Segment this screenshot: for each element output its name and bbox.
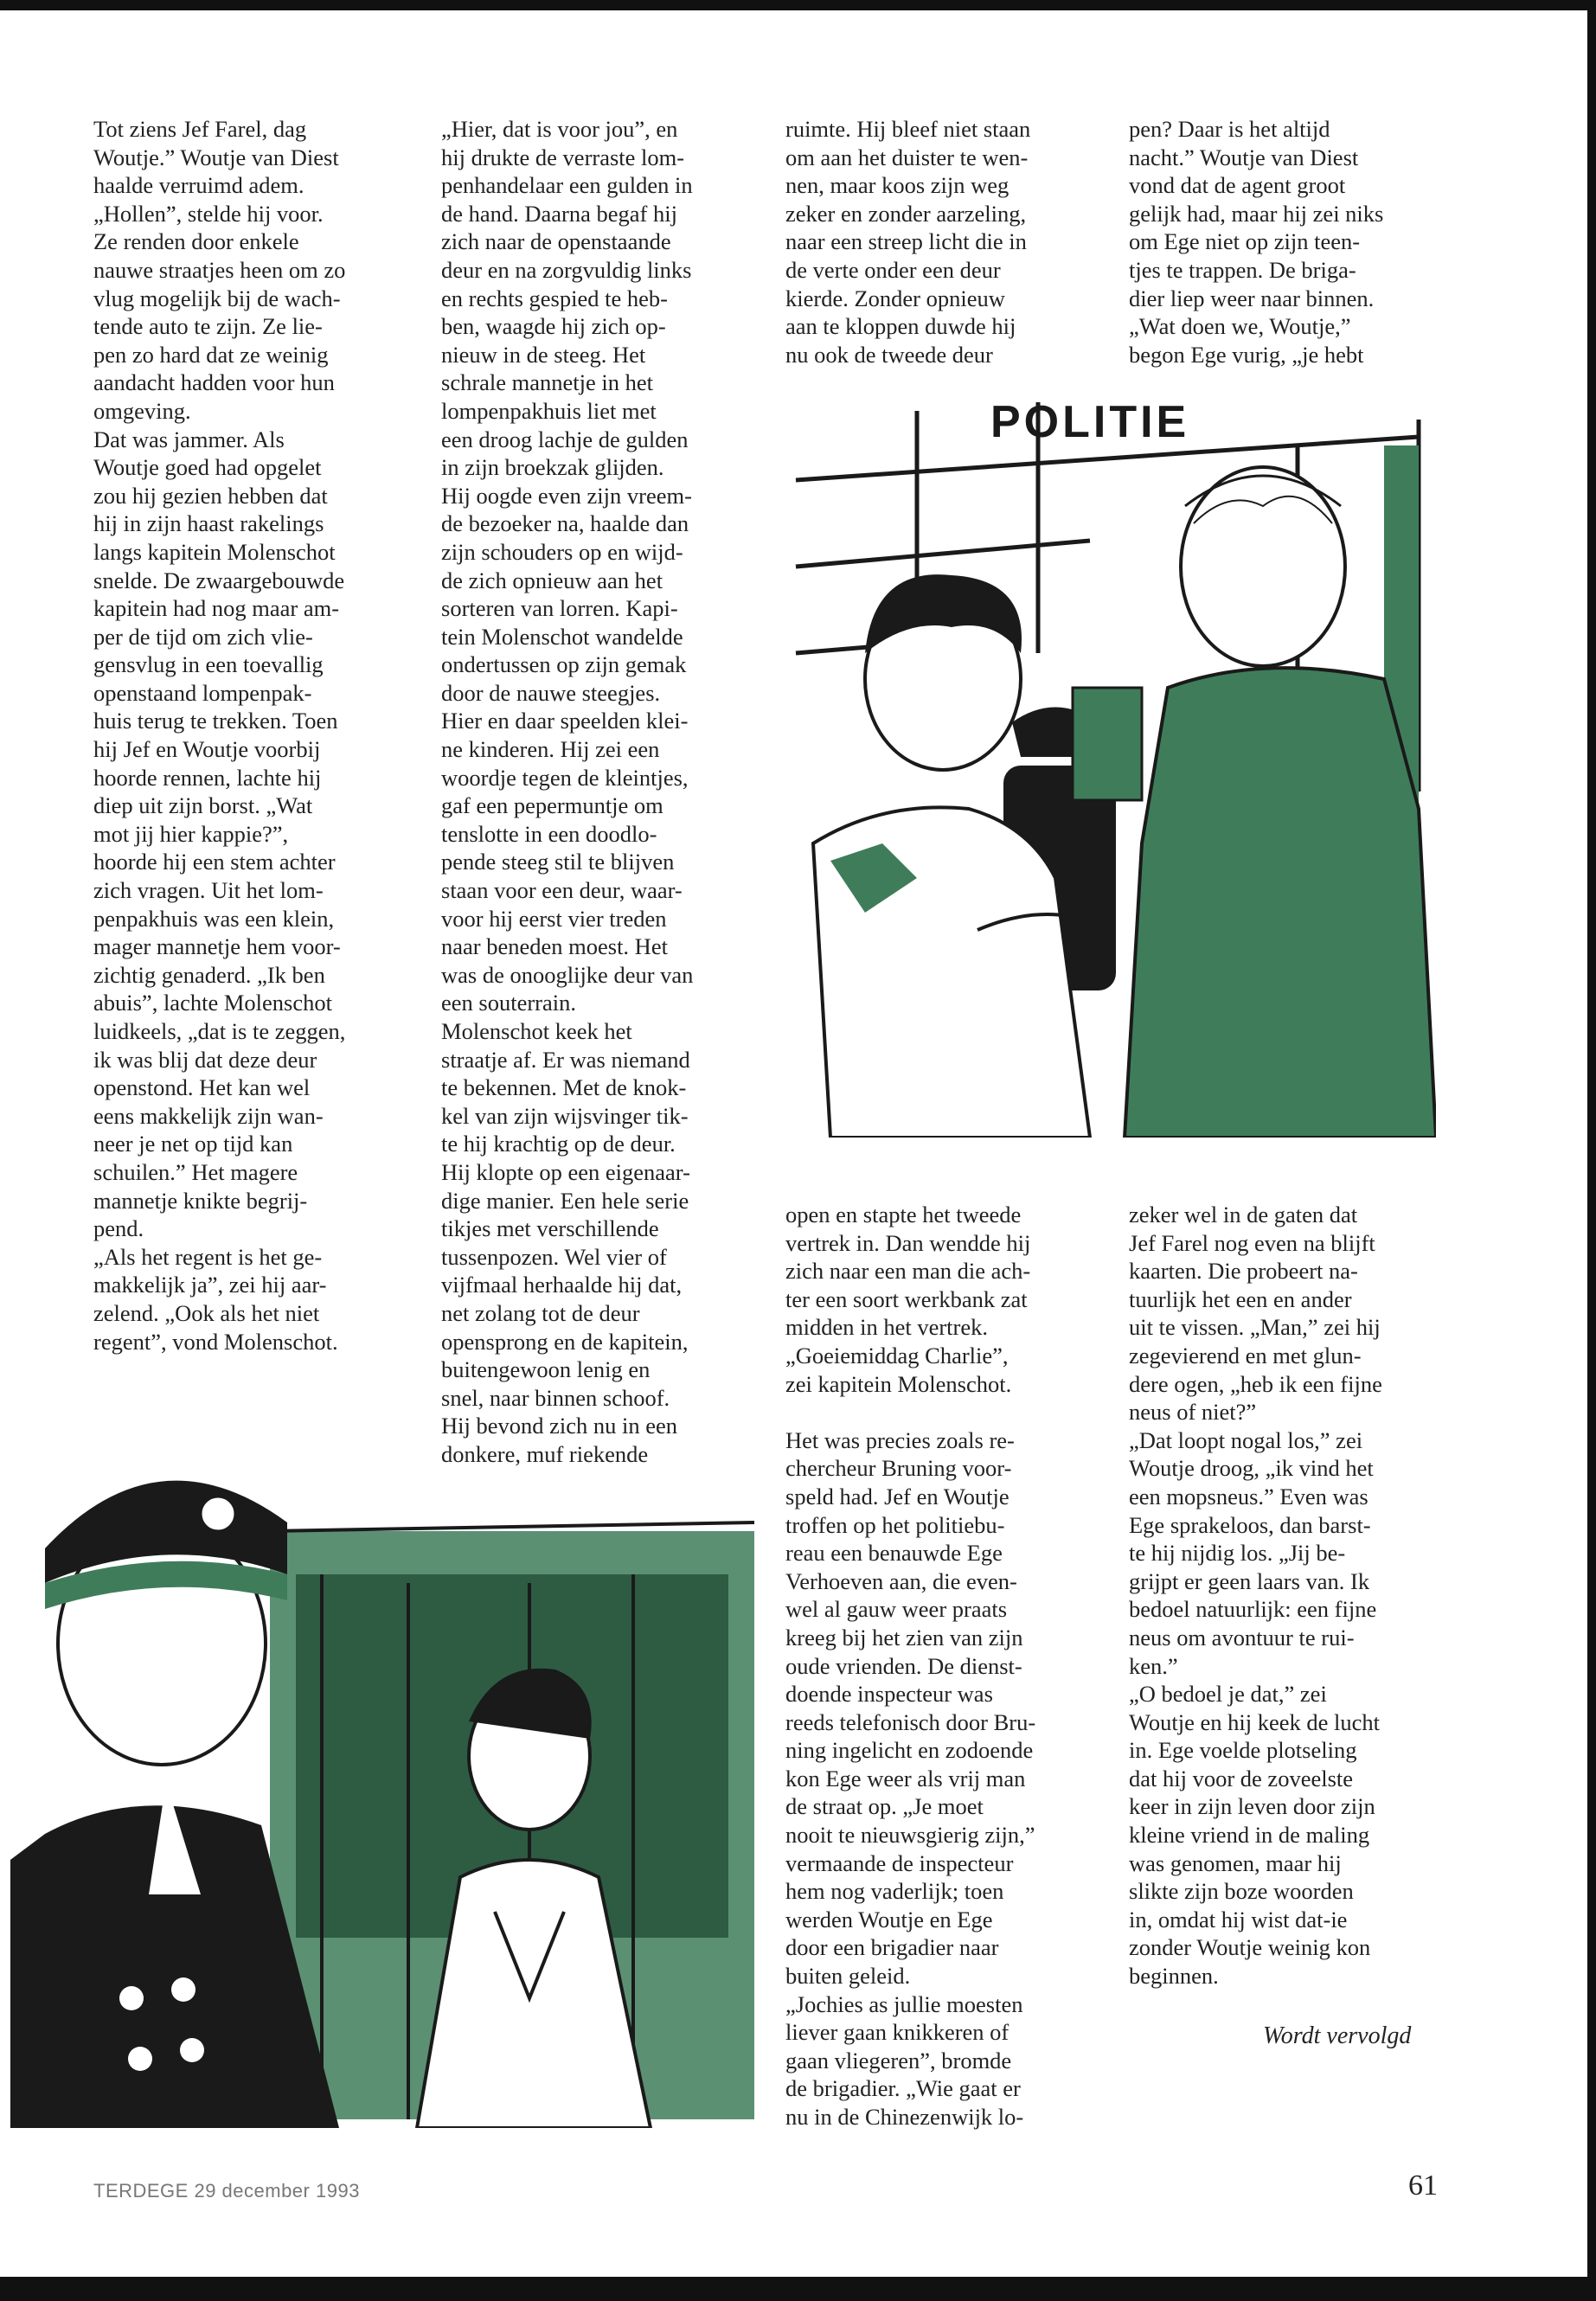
text-column-1: Tot ziens Jef Farel, dag Woutje.” Woutje van Diest haalde verruimd adem. „Hollen”, stelde hij voor. Ze renden door enkele nauwe straatjes heen om zo vlug mogelijk bij de wach- tende auto te zijn. Ze lie- pen zo hard dat ze weinig aandacht hadden voor hun omgeving. Dat was jammer. Als Woutje goed had opgelet zou hij gezien hebben dat hij in zijn haast rakelings langs kapitein Molenschot snelde. De zwaargebouwde kapitein had nog maar am- per de tijd om zich vlie- gensvlug in een toevallig openstaand lompenpak- huis terug te trekken. Toen hij Jef en Woutje voorbij hoorde rennen, lachte hij diep uit zijn borst. „Wat mot jij hier kappie?”, hoorde hij een stem achter zich vragen. Uit het lom- penpakhuis was een klein, mager mannetje hem voor- zichtig genaderd. „Ik ben abuis”, lachte Molenschot luidkeels, „dat is te zeggen, ik was blij dat deze deur openstond. Het kan wel eens makkelijk zijn wan- neer je net op tijd kan schuilen.” Het magere mannetje knikte begrij- pend. „Als het regent is het ge- makkelijk ja”, zei hij aar- zelend. „Ook als het niet regent”, vond Molenschot. <box>93 116 346 1355</box>
top-border <box>0 0 1596 10</box>
text-column-3-top: ruimte. Hij bleef niet staan om aan het duister te wen- nen, maar koos zijn weg zeker en zonder aarzeling, naar een streep licht die in de verte onder een deur kierde. Zonder opnieuw aan te kloppen duwde hij nu ook de tweede deur <box>785 116 1031 368</box>
illustration-captain-and-man <box>10 1375 772 2128</box>
page-number: 61 <box>1408 2170 1438 2202</box>
right-border <box>1587 0 1596 2301</box>
publication-footer: TERDEGE 29 december 1993 <box>93 2180 360 2202</box>
illustration-police-station <box>779 394 1436 1138</box>
text-column-3-bottom: open en stapte het tweede vertrek in. Dan wendde hij zich naar een man die ach- ter een soort werkbank zat midden in het vertrek. „Goeiemiddag Charlie”, zei kapitein Molenschot. Het was precies zoals re- chercheur Bruning voor- speld had. Jef en Woutje troffen op het politiebu- reau een benauwde Ege Verhoeven aan, die even- wel al gauw weer praats kreeg bij het zien van zijn oude vrienden. De dienst- doende inspecteur was reeds telefonisch door Bru- ning ingelicht en zodoende kon Ege weer als vrij man de straat op. „Je moet nooit te nieuwsgierig zijn,” vermaande de inspecteur hem nog vaderlijk; toen werden Woutje en Ege door een brigadier naar buiten geleid. „Jochies as jullie moesten liever gaan knikkeren of gaan vliegeren”, bromde de brigadier. „Wie gaat er nu in de Chinezenwijk lo- <box>785 1202 1036 2130</box>
text-column-4-top: pen? Daar is het altijd nacht.” Woutje van Diest vond dat de agent groot gelijk had, maar hij zei niks om Ege niet op zijn teen- tjes te trappen. De briga- dier liep weer naar binnen. „Wat doen we, Woutje,” begon Ege vurig, „je hebt <box>1129 116 1384 368</box>
text-column-4-bottom: zeker wel in de gaten dat Jef Farel nog even na blijft kaarten. Die probeert na- tuurlijk het een en ander uit te vissen. „Man,” zei hij zegevierend en met glun- dere ogen, „heb ik een fijne neus of niet?” „Dat loopt nogal los,” zei Woutje droog, „ik vind het een mopsneus.” Even was Ege sprakeloos, dan barst- te hij nijdig los. „Jij be- grijpt er geen laars van. Ik bedoel natuurlijk: een fijne neus om avontuur te rui- ken.” „O bedoel je dat,” zei Woutje en hij keek de lucht in. Ege voelde plotseling dat hij voor de zoveelste keer in zijn leven door zijn kleine vriend in de maling was genomen, maar hij slikte zijn boze woorden in, omdat hij wist dat-ie zonder Woutje weinig kon beginnen. <box>1129 1202 1382 1990</box>
continued-note: Wordt vervolgd <box>1263 2022 1412 2049</box>
bottom-border <box>0 2277 1596 2301</box>
text-column-2: „Hier, dat is voor jou”, en hij drukte de verraste lom- penhandelaar een gulden in de hand. Daarna begaf hij zich naar de openstaande deur en na zorgvuldig links en rechts gespied te heb- ben, waagde hij zich op- nieuw in de steeg. Het schrale mannetje in het lompenpakhuis liet met een droog lachje de gulden in zijn broekzak glijden. Hij oogde even zijn vreem- de bezoeker na, haalde dan zijn schouders op en wijd- de zich opnieuw aan het sorteren van lorren. Kapi- tein Molenschot wandelde ondertussen op zijn gemak door de nauwe steegjes. Hier en daar speelden klei- ne kinderen. Hij zei een woordje tegen de kleintjes, gaf een pepermuntje om tenslotte in een doodlo- pende steeg stil te blijven staan voor een deur, waar- voor hij eerst vier treden naar beneden moest. Het was de onooglijke deur van een souterrain. Molenschot keek het straatje af. Er was niemand te bekennen. Met de knok- kel van zijn wijsvinger tik- te hij krachtig op de deur. Hij klopte op een eigenaar- dige manier. Een hele serie tikjes met verschillende tussenpozen. Wel vier of vijfmaal herhaalde hij dat, net zolang tot de deur opensprong en de kapitein, buitengewoon lenig en snel, naar binnen schoof. Hij bevond zich nu in een donkere, muf riekende <box>441 116 694 1467</box>
sign-text: POLITIE <box>990 397 1190 447</box>
